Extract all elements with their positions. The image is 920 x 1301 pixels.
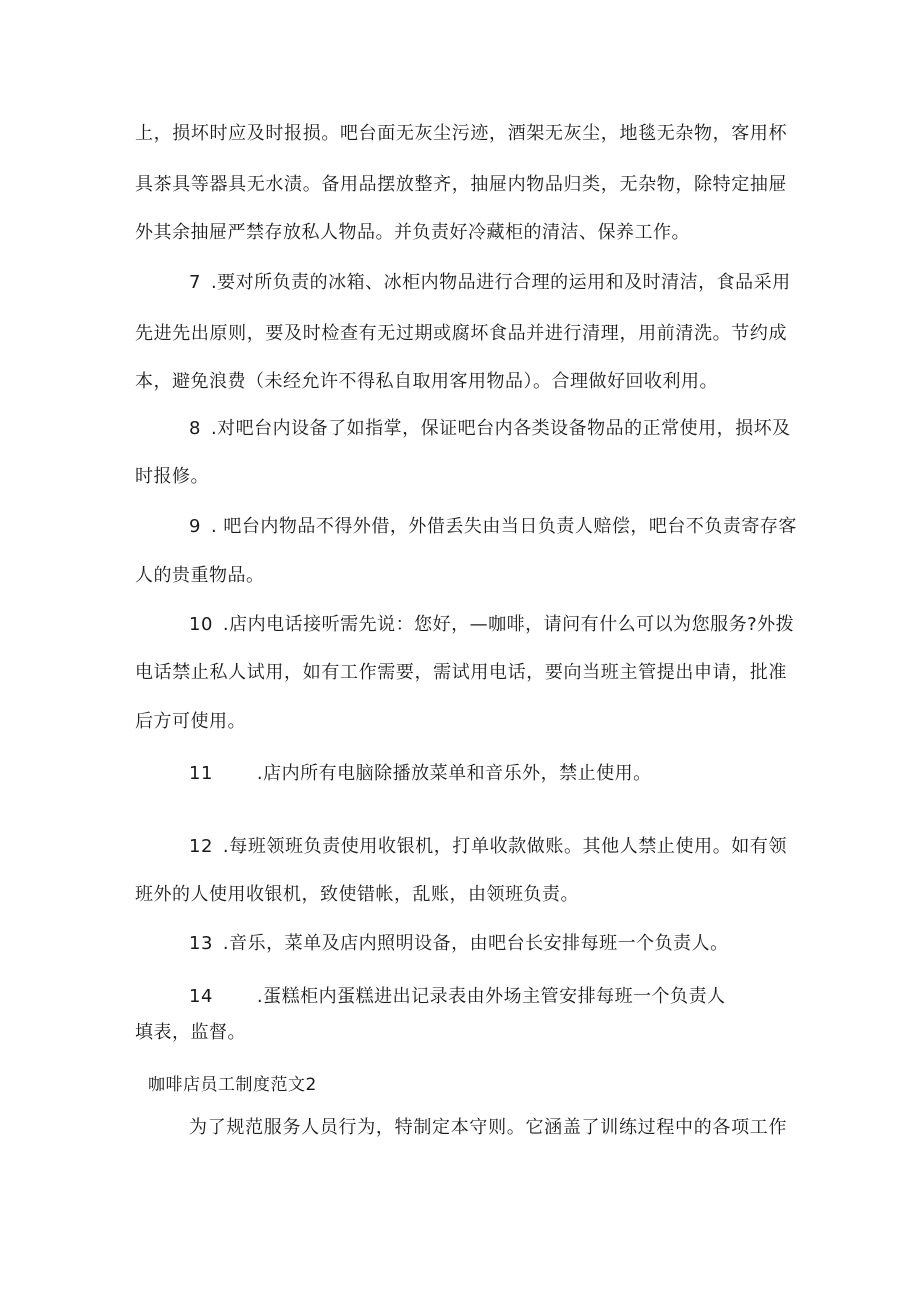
item-number: 14 xyxy=(189,986,213,1007)
list-item-first-line: 7 .要对所负责的冰箱、冰柜内物品进行合理的运用和及时清洁，食品采用 xyxy=(189,270,787,296)
text-line: 先进先出原则，要及时检查有无过期或腐坏食品并进行清理，用前清洗。节约成 xyxy=(135,323,787,344)
text-line: 班外的人使用收银机，致使错帐，乱账，由领班负责。 xyxy=(135,884,579,905)
text-line: 具茶具等器具无水渍。备用品摆放整齐，抽屉内物品归类，无杂物，除特定抽屉 xyxy=(135,174,787,195)
text-line: 填表，监督。 xyxy=(135,1022,246,1043)
item-number: 13 xyxy=(189,933,213,954)
item-number: 9 xyxy=(189,516,201,537)
list-item-first-line: 12 .每班领班负责使用收银机，打单收款做账。其他人禁止使用。如有领 xyxy=(189,834,787,860)
list-item-first-line: 14 .蛋糕柜内蛋糕进出记录表由外场主管安排每班一个负责人 xyxy=(189,986,726,1007)
list-item-first-line: 11 .店内所有电脑除播放菜单和音乐外，禁止使用。 xyxy=(189,763,652,784)
text-line: 上，损坏时应及时报损。吧台面无灰尘污迹，酒架无灰尘，地毯无杂物，客用杯 xyxy=(135,123,787,144)
text-line: 人的贵重物品。 xyxy=(135,565,265,586)
text-line: 本，避免浪费（未经允许不得私自取用客用物品）。合理做好回收利用。 xyxy=(135,371,718,392)
item-number: 7 xyxy=(189,272,201,293)
text-line: 电话禁止私人试用，如有工作需要，需试用电话，要向当班主管提出申请，批准 xyxy=(135,662,787,683)
paragraph-first-line: 为了规范服务人员行为，特制定本守则。它涵盖了训练过程中的各项工作 xyxy=(189,1117,787,1138)
list-item-first-line: 10 .店内电话接听需先说：您好，—咖啡，请问有什么可以为您服务?外拨 xyxy=(189,612,787,638)
list-item-first-line: 8 .对吧台内设备了如指掌，保证吧台内各类设备物品的正常使用，损坏及 xyxy=(189,416,787,442)
item-number: 10 xyxy=(189,614,213,635)
text-line: 后方可使用。 xyxy=(135,711,246,732)
list-item-first-line: 13 .音乐，菜单及店内照明设备，由吧台长安排每班一个负责人。 xyxy=(189,931,729,957)
item-number: 12 xyxy=(189,836,213,857)
list-item-first-line: 9 . 吧台内物品不得外借，外借丢失由当日负责人赔偿，吧台不负责寄存客 xyxy=(189,514,787,540)
item-number: 8 xyxy=(189,418,201,439)
text-line: 外其余抽屉严禁存放私人物品。并负责好冷藏柜的清洁、保养工作。 xyxy=(135,222,690,243)
text-line: 时报修。 xyxy=(135,466,209,487)
section-heading: 咖啡店员工制度范文2 xyxy=(148,1075,317,1095)
item-number: 11 xyxy=(189,763,213,784)
